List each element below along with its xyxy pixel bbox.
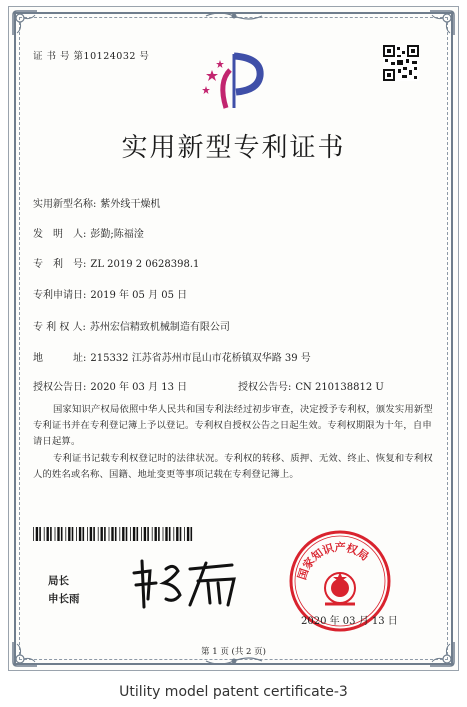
barcode-bar	[87, 527, 88, 541]
seal-date: 2020 年 03 月 13 日	[301, 616, 398, 627]
barcode-bar	[165, 527, 167, 541]
barcode-bar	[147, 527, 149, 541]
field-label: 授权公告日:	[33, 382, 87, 393]
field-label: 授权公告号:	[238, 382, 292, 393]
barcode-bar	[57, 527, 59, 541]
barcode-bar	[133, 527, 135, 541]
signer-title: 局长	[48, 575, 69, 587]
barcode-bar	[90, 527, 92, 541]
qr-code-icon	[383, 45, 419, 81]
field-inventor	[33, 225, 144, 240]
barcode-icon	[33, 527, 193, 541]
barcode-bar	[141, 527, 142, 541]
field-value: 紫外线干燥机	[100, 199, 161, 210]
field-value: 2020 年 03 月 13 日	[90, 382, 188, 393]
barcode-bar	[176, 527, 178, 541]
barcode-bar	[122, 527, 124, 541]
certificate-number: 证 书 号 第10124032 号	[33, 51, 150, 62]
field-label: 专 利 权 人:	[33, 322, 86, 333]
field-patentee	[33, 318, 230, 333]
handwritten-signature-icon	[128, 555, 243, 613]
barcode-bar	[72, 527, 74, 541]
barcode-bar	[119, 527, 120, 541]
barcode-bar	[109, 527, 110, 541]
field-value: 苏州宏信精致机械制造有限公司	[89, 322, 230, 333]
field-address	[33, 349, 311, 364]
barcode-bar	[93, 527, 95, 541]
field-utility-model-name	[33, 195, 160, 210]
barcode-bar	[104, 527, 106, 541]
barcode-bar	[98, 527, 99, 541]
barcode-bar	[163, 527, 164, 541]
patent-office-emblem-icon	[200, 50, 268, 114]
page-number: 第 1 页 (共 2 页)	[201, 647, 266, 657]
barcode-bar	[50, 527, 52, 541]
barcode-bar	[137, 527, 139, 541]
barcode-bar	[187, 527, 189, 541]
image-caption: Utility model patent certificate-3	[119, 684, 348, 700]
corner-ornament-icon	[428, 9, 456, 37]
field-label: 地 址:	[33, 353, 87, 364]
field-value: 2019 年 05 月 05 日	[90, 290, 188, 301]
top-ornament-icon	[204, 10, 264, 22]
barcode-bar	[155, 527, 157, 541]
barcode-bar	[55, 527, 56, 541]
barcode-bar	[169, 527, 171, 541]
field-value: ZL 2019 2 0628398.1	[90, 259, 200, 270]
field-grant-date	[33, 378, 187, 393]
barcode-bar	[111, 527, 113, 541]
field-label: 实用新型名称:	[33, 199, 97, 210]
barcode-bar	[184, 527, 185, 541]
field-label: 专 利 号:	[33, 259, 87, 270]
barcode-bar	[33, 527, 34, 541]
barcode-bar	[36, 527, 38, 541]
field-label: 发 明 人:	[33, 229, 87, 240]
barcode-bar	[65, 527, 66, 541]
field-label: 专利申请日:	[33, 290, 87, 301]
barcode-bar	[191, 527, 193, 541]
barcode-bar	[173, 527, 174, 541]
certificate-paragraph-2: 专利证书记载专利权登记时的法律状况。专利权的转移、质押、无效、终止、恢复和专利权人的姓名或名称、国籍、地址变更等事项记载在专利登记簿上。	[33, 453, 433, 480]
seal-text: 国家知识产权局	[295, 540, 372, 582]
barcode-bar	[130, 527, 131, 541]
barcode-bar	[39, 527, 41, 541]
barcode-bar	[47, 527, 49, 541]
barcode-bar	[44, 527, 45, 541]
certificate-title: 实用新型专利证书	[121, 133, 346, 163]
field-patent-number	[33, 255, 199, 270]
field-value: CN 210138812 U	[295, 382, 384, 393]
barcode-bar	[115, 527, 117, 541]
barcode-bar	[144, 527, 146, 541]
barcode-bar	[180, 527, 182, 541]
certificate-paragraph-1: 国家知识产权局依照中华人民共和国专利法经过初步审查，决定授予专利权，颁发实用新型专利证书并在专利登记簿上予以登记。专利权自授权公告之日起生效。专利权期限为十年，自申请日起算。	[33, 404, 433, 447]
field-grant-number	[238, 378, 384, 393]
barcode-bar	[61, 527, 63, 541]
field-application-date	[33, 286, 187, 301]
barcode-bar	[126, 527, 128, 541]
barcode-bar	[101, 527, 103, 541]
barcode-bar	[68, 527, 70, 541]
barcode-bar	[76, 527, 77, 541]
barcode-bar	[158, 527, 160, 541]
barcode-bar	[152, 527, 153, 541]
barcode-bar	[79, 527, 81, 541]
field-value: 彭勤;陈福淦	[90, 229, 144, 240]
barcode-bar	[83, 527, 85, 541]
corner-ornament-icon	[11, 9, 39, 37]
field-value: 215332 江苏省苏州市昆山市花桥镇双华路 39 号	[90, 353, 311, 364]
signer-name: 申长雨	[48, 593, 80, 605]
